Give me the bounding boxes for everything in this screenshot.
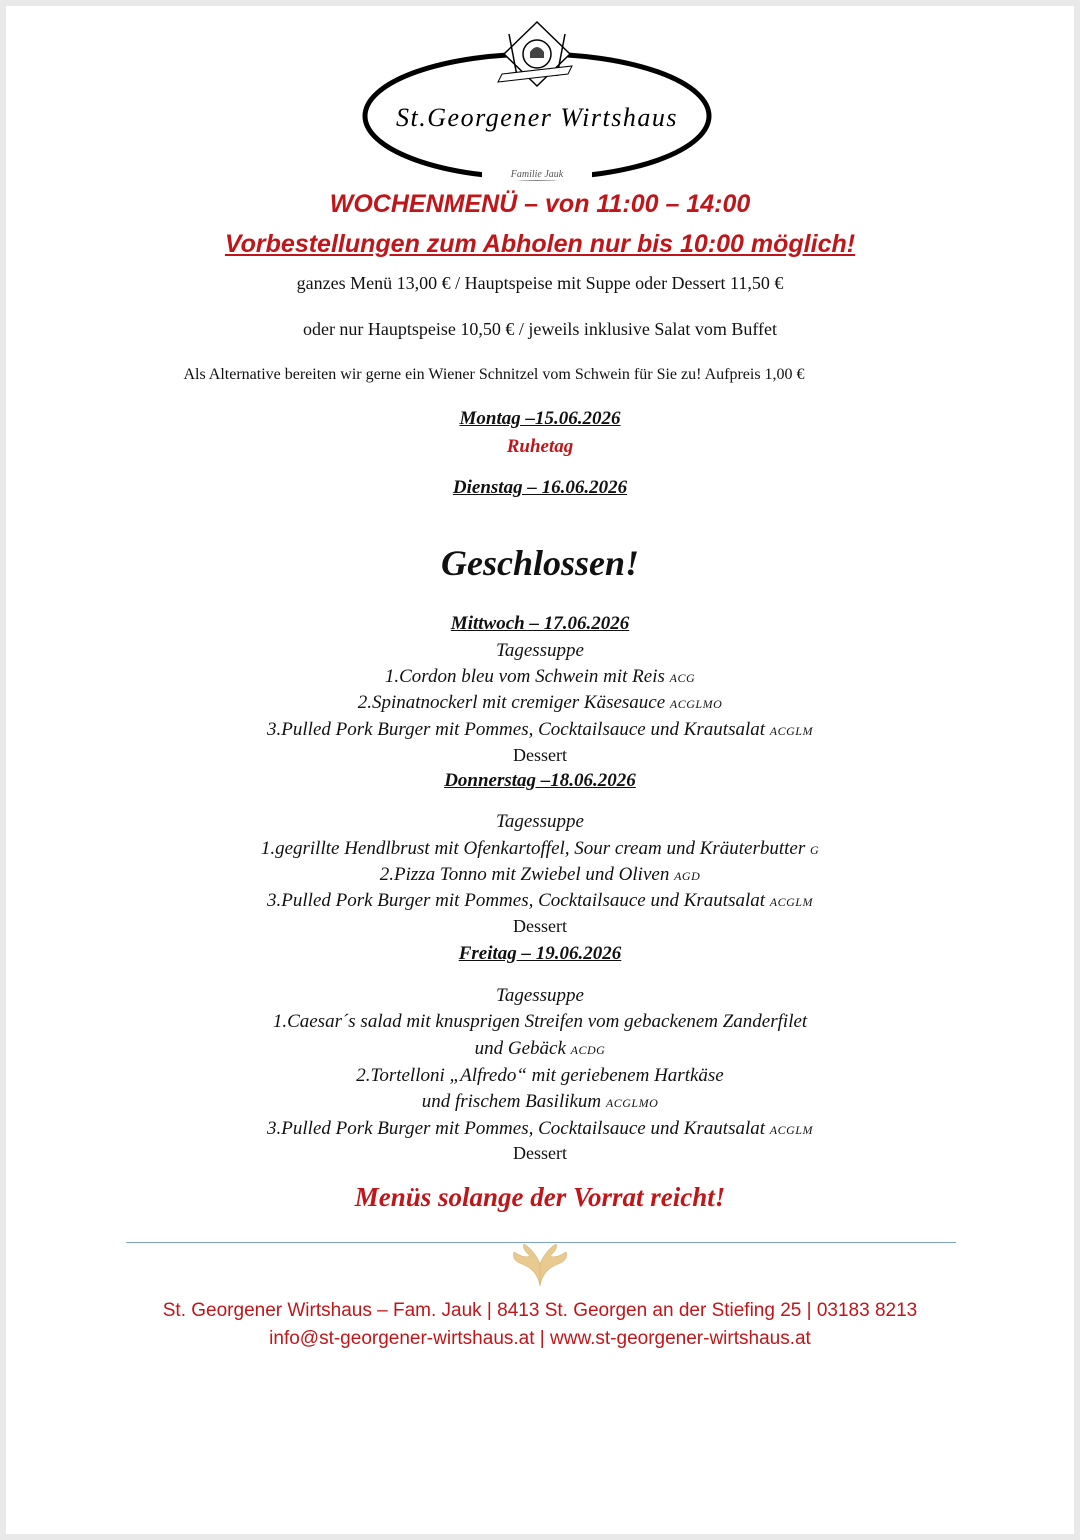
allergens: ACGLM bbox=[769, 724, 813, 738]
friday-soup: Tagessuppe bbox=[496, 985, 584, 1006]
wednesday-item-2 bbox=[0, 692, 1080, 714]
allergens: AGD bbox=[674, 869, 701, 883]
wednesday-soup: Tagessuppe bbox=[496, 640, 584, 661]
price-line-1: ganzes Menü 13,00 € / Hauptspeise mit Suppe oder Dessert 11,50 € bbox=[296, 273, 784, 293]
dish: und Gebäck bbox=[474, 1038, 566, 1059]
allergens: ACGLM bbox=[769, 895, 813, 909]
friday-dessert: Dessert bbox=[513, 1143, 567, 1163]
wednesday-item-3 bbox=[0, 719, 1080, 741]
thursday-dessert: Dessert bbox=[513, 916, 567, 936]
allergens: ACGLMO bbox=[669, 697, 723, 711]
monday-note: Ruhetag bbox=[506, 436, 574, 457]
dish: und frischem Basilikum bbox=[421, 1091, 602, 1112]
closing-note: Menüs solange der Vorrat reicht! bbox=[354, 1182, 726, 1212]
price-line-2: oder nur Hauptspeise 10,50 € / jeweils inklusive Salat vom Buffet bbox=[302, 319, 778, 339]
plate-cutlery-logo-icon bbox=[498, 22, 572, 86]
dish: 3.Pulled Pork Burger mit Pommes, Cocktailsauce und Krautsalat bbox=[267, 890, 766, 911]
logo-name: St.Georgener Wirtshaus bbox=[396, 103, 678, 132]
allergens: ACGLMO bbox=[605, 1096, 659, 1110]
friday-item-1-line-1: 1.Caesar´s salad mit knusprigen Streifen vom gebackenem Zanderfilet bbox=[272, 1011, 808, 1032]
day-friday: Freitag – 19.06.2026 bbox=[458, 943, 622, 964]
friday-item-1-line-2 bbox=[0, 1038, 1080, 1060]
thursday-item-2 bbox=[0, 864, 1080, 886]
thursday-soup: Tagessuppe bbox=[496, 811, 584, 832]
friday-item-2-line-1: 2.Tortelloni „Alfredo“ mit geriebenem Hartkäse bbox=[356, 1065, 724, 1086]
allergens: ACDG bbox=[570, 1043, 606, 1057]
allergens: ACG bbox=[669, 671, 696, 685]
friday-item-3 bbox=[0, 1118, 1080, 1140]
thursday-item-1 bbox=[0, 838, 1080, 860]
day-tuesday: Dienstag – 16.06.2026 bbox=[452, 477, 628, 498]
dish: 1.Cordon bleu vom Schwein mit Reis bbox=[384, 666, 665, 687]
wednesday-dessert: Dessert bbox=[513, 745, 567, 765]
wednesday-item-1 bbox=[0, 666, 1080, 688]
day-monday: Montag –15.06.2026 bbox=[459, 408, 621, 429]
alternative-note: Als Alternative bereiten wir gerne ein Wiener Schnitzel vom Schwein für Sie zu! Aufpreis 1,00 € bbox=[183, 366, 805, 383]
dish: 3.Pulled Pork Burger mit Pommes, Cocktailsauce und Krautsalat bbox=[267, 1118, 766, 1139]
friday-item-2-line-2 bbox=[0, 1091, 1080, 1113]
dish: 2.Spinatnockerl mit cremiger Käsesauce bbox=[357, 692, 666, 713]
footer-contact[interactable]: info@st-georgener-wirtshaus.at | www.st-georgener-wirtshaus.at bbox=[269, 1328, 811, 1349]
dish: 3.Pulled Pork Burger mit Pommes, Cocktailsauce und Krautsalat bbox=[267, 719, 766, 740]
dish: 2.Pizza Tonno mit Zwiebel und Oliven bbox=[379, 864, 670, 885]
preorder-notice: Vorbestellungen zum Abholen nur bis 10:00 möglich! bbox=[224, 230, 856, 258]
footer-address: St. Georgener Wirtshaus – Fam. Jauk | 8413 St. Georgen an der Stiefing 25 | 03183 8213 bbox=[162, 1300, 918, 1321]
allergens: ACGLM bbox=[769, 1123, 813, 1137]
allergens: G bbox=[810, 843, 820, 857]
gold-ornament-icon bbox=[510, 1244, 570, 1286]
tuesday-closed: Geschlossen! bbox=[440, 543, 640, 583]
footer-divider bbox=[126, 1242, 956, 1243]
day-wednesday: Mittwoch – 17.06.2026 bbox=[450, 613, 630, 634]
day-thursday: Donnerstag –18.06.2026 bbox=[444, 770, 636, 791]
restaurant-logo bbox=[352, 14, 722, 194]
thursday-item-3 bbox=[0, 890, 1080, 912]
dish: 1.gegrillte Hendlbrust mit Ofenkartoffel, Sour cream und Kräuterbutter bbox=[260, 838, 806, 859]
logo-family: Familie Jauk bbox=[510, 169, 564, 180]
menu-title: WOCHENMENÜ – von 11:00 – 14:00 bbox=[329, 190, 751, 218]
